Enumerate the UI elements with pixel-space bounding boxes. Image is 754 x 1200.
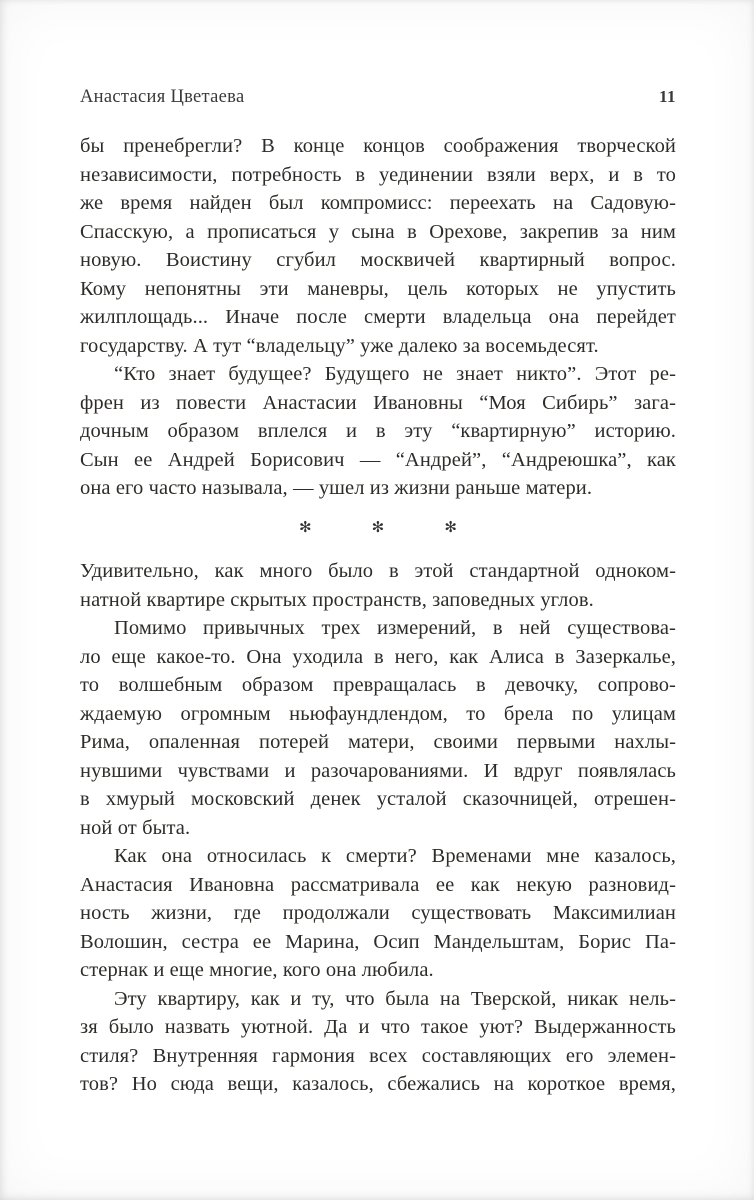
text-line: независимости, потребность в уединении взяли верх, и в то: [80, 163, 676, 186]
text-line: стиля? Внутренняя гармония всех составляющих его элемен-: [80, 1044, 676, 1067]
page-body: [80, 132, 676, 1099]
text-line: натной квартире скрытых пространств, заповедных углов.: [80, 588, 594, 611]
asterisk-ornament-icon: ✻: [371, 517, 385, 536]
text-line: Волошин, сестра ее Марина, Осип Мандельштам, Борис Па-: [80, 930, 676, 953]
text-line: зя было назвать уютной. Да и что такое уют? Выдержанность: [80, 1016, 676, 1038]
text-line: Сын ее Андрей Борисович — “Андрей”, “Андреюшка”, как: [80, 448, 676, 471]
text-line: Анастасия Ивановна рассматривала ее как некую разновид-: [80, 873, 676, 896]
text-line: ло еще какое-то. Она уходила в него, как Алиса в Зазеркалье,: [80, 645, 676, 668]
text-line: новую. Воистину сгубил москвичей квартирный вопрос.: [80, 249, 676, 271]
page-number: 11: [658, 87, 676, 106]
asterisk-ornament-icon: ✻: [444, 517, 457, 536]
text-line: Рима, опаленная потерей матери, своими первыми нахлы-: [80, 731, 676, 753]
text-line: бы пренебрегли? В конце концов соображения творческой: [80, 135, 676, 157]
text-line: Как она относилась к смерти? Временами мне казалось,: [114, 845, 676, 867]
text-line: она его часто называла, — ушел из жизни раньше матери.: [80, 477, 593, 499]
text-line: Удивительно, как много было в этой стандартной одноком-: [80, 560, 676, 582]
section-divider: [80, 513, 676, 542]
page-header: [80, 87, 676, 108]
text-line: Кому непонятны эти маневры, цель которых не упустить: [80, 277, 676, 300]
text-line: жилплощадь... Иначе после смерти владельца она перейдет: [80, 306, 676, 328]
text-line: Спасскую, а прописаться у сына в Орехове, закрепив за ним: [80, 220, 676, 243]
text-line: дочным образом вплелся и в эту “квартирную” историю.: [80, 420, 676, 442]
text-line: Помимо привычных трех измерений, в ней существова-: [114, 617, 676, 639]
text-line: френ из повести Анастасии Ивановны “Моя Сибирь” зага-: [80, 391, 676, 414]
text-line: ность жизни, где продолжали существовать Максимилиан: [80, 902, 676, 924]
asterisk-ornament-icon: ✻: [298, 517, 312, 536]
text-line: нувшими чувствами и разочарованиями. И вдруг появлялась: [80, 759, 676, 782]
text-line: государству. А тут “владельцу” уже далеко за восемьдесят.: [80, 334, 599, 357]
text-line: ждаемую огромным ньюфаундлендом, то брела по улицам: [80, 702, 676, 725]
text-line: то волшебным образом превращалась в девочку, сопрово-: [80, 674, 676, 696]
text-line: стернак и еще многие, кого она любила.: [80, 959, 434, 981]
text-line: тов? Но сюда вещи, казалось, сбежались на короткое время,: [80, 1073, 676, 1095]
text-line: Эту квартиру, как и ту, что была на Тверской, никак нель-: [114, 987, 676, 1010]
text-line: в хмурый московский денек усталой сказочницей, отрешен-: [80, 788, 676, 810]
text-line: ной от быта.: [80, 816, 191, 839]
running-title: Анастасия Цветаева: [80, 87, 245, 107]
text-line: же время найден был компромисс: переехать на Садовую-: [80, 192, 676, 214]
text-line: “Кто знает будущее? Будущего не знает никто”. Этот ре-: [114, 363, 676, 385]
